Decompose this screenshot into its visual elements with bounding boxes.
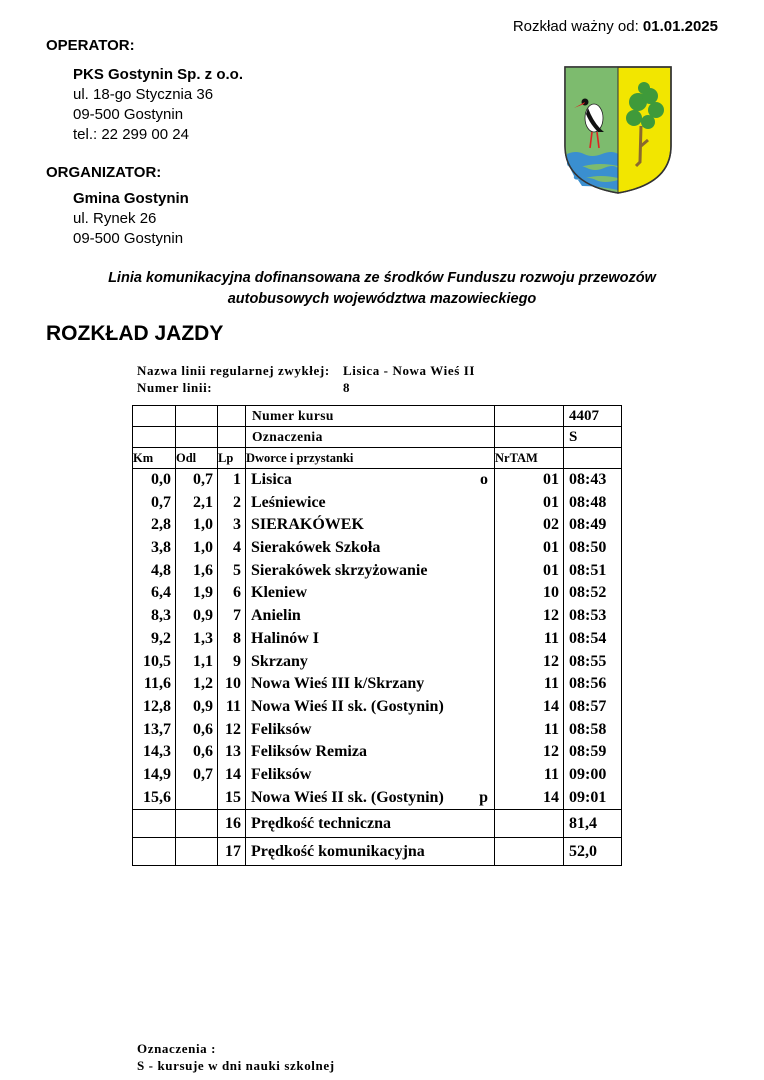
cell-lp: 12 [225,720,241,738]
cell-nrtam: 01 [543,471,559,488]
cell-time: 08:48 [569,493,607,511]
cell-km: 9,2 [151,629,171,647]
cell-time: 08:51 [569,561,607,579]
cell-nrtam: 10 [543,584,559,602]
stop-flag: o [480,471,488,488]
cell-time: 08:49 [569,516,607,534]
cell-km: 0,7 [151,493,171,511]
funding-line-1: Linia komunikacyjna dofinansowana ze środków Funduszu rozwoju przewozów [108,270,656,286]
odl-column [176,469,218,810]
funding-note [60,268,704,310]
cell-lp: 6 [233,584,241,602]
time-column [564,469,622,810]
cell-km: 3,8 [151,539,171,557]
course-number-label: Numer kursu [246,406,495,427]
cell-km: 8,3 [151,607,171,625]
page-title: ROZKŁAD JAZDY [46,322,224,345]
stop-flag: p [479,788,488,806]
cell-nrtam: 11 [543,629,559,647]
stop-row [251,673,494,696]
operator-name: PKS Gostynin Sp. z o.o. [73,66,244,83]
cell-km: 14,3 [143,743,171,761]
stop-row [251,651,494,674]
cell-lp: 10 [225,675,241,693]
cell-odl: 0,9 [193,607,213,625]
cell-km: 4,8 [151,561,171,579]
cell-time: 08:53 [569,607,607,625]
col-lp-header: Lp [218,448,246,469]
cell-time: 08:43 [569,471,607,488]
stop-row [251,605,494,628]
lp-column [218,469,246,810]
cell-lp: 3 [233,516,241,534]
stop-name: Kleniew [251,584,307,602]
operator-phone: tel.: 22 299 00 24 [73,126,189,143]
cell-lp: 5 [233,561,241,579]
cell-time: 08:58 [569,720,607,738]
stop-name: Halinów I [251,629,320,647]
organizer-name: Gmina Gostynin [73,190,189,207]
course-number: 4407 [564,406,622,427]
cell-odl [176,787,213,810]
tech-speed-value: 81,4 [564,810,622,838]
stop-row [251,787,494,810]
stop-name: Sierakówek skrzyżowanie [251,561,428,579]
funding-line-2: autobusowych województwa mazowieckiego [227,291,537,307]
cell-nrtam: 01 [543,539,559,557]
course-marks-label: Oznaczenia [246,427,495,448]
km-column [133,469,176,810]
timetable [132,405,622,866]
cell-nrtam: 01 [543,493,559,511]
cell-odl: 2,1 [193,493,213,511]
stop-row [251,537,494,560]
stop-name: Nowa Wieś II sk. (Gostynin) [251,697,444,715]
stops-column [246,469,495,810]
stop-name: Lisica [251,471,292,488]
cell-lp: 14 [225,765,241,783]
cell-lp: 7 [233,607,241,625]
legend-item: S - kursuje w dni nauki szkolnej [137,1058,335,1073]
cell-odl: 0,9 [193,697,213,715]
coat-of-arms-logo [564,66,672,194]
cell-time: 08:59 [569,743,607,761]
organizer-heading: ORGANIZATOR: [46,164,162,181]
stop-name: Skrzany [251,652,308,670]
stop-name: Feliksów [251,720,312,738]
operator-city: 09-500 Gostynin [73,106,184,123]
cell-odl: 1,1 [193,652,213,670]
validity-date: 01.01.2025 [642,18,718,35]
tech-speed-lp: 16 [218,810,246,838]
organizer-block [73,189,189,249]
col-km-header: Km [133,448,176,469]
cell-lp: 11 [225,697,241,715]
legend [137,1040,335,1074]
cell-nrtam: 11 [543,720,559,738]
comm-speed-label: Prędkość komunikacyjna [246,838,495,866]
cell-time: 09:01 [569,788,607,806]
cell-nrtam: 12 [543,607,559,625]
cell-odl: 1,0 [193,516,213,534]
cell-time: 08:54 [569,629,607,647]
organizer-street: ul. Rynek 26 [73,210,157,227]
cell-time: 08:55 [569,652,607,670]
cell-km: 0,0 [151,471,171,488]
stop-row [251,764,494,787]
comm-speed-value: 52,0 [564,838,622,866]
line-number-label: Numer linii: [137,380,213,395]
cell-odl: 0,7 [193,471,213,488]
cell-lp: 8 [233,629,241,647]
cell-nrtam: 12 [543,652,559,670]
stop-row [251,560,494,583]
col-stops-header: Dworce i przystanki [246,448,495,469]
cell-km: 15,6 [143,788,171,806]
cell-time: 08:57 [569,697,607,715]
organizer-city: 09-500 Gostynin [73,230,184,247]
cell-lp: 9 [233,652,241,670]
cell-nrtam: 14 [543,788,559,806]
operator-block [73,65,243,145]
cell-km: 2,8 [151,516,171,534]
cell-odl: 1,3 [193,629,213,647]
cell-odl: 0,6 [193,720,213,738]
stop-name: Feliksów Remiza [251,743,367,761]
cell-odl: 1,6 [193,561,213,579]
cell-nrtam: 12 [543,743,559,761]
cell-odl: 0,7 [193,765,213,783]
stop-name: SIERAKÓWEK [251,516,364,534]
validity-label: Rozkład ważny od: [512,18,639,35]
cell-km: 11,6 [143,675,171,693]
cell-km: 10,5 [143,652,171,670]
cell-time: 08:52 [569,584,607,602]
cell-time: 09:00 [569,765,607,783]
stop-name: Sierakówek Szkoła [251,539,381,557]
cell-lp: 2 [233,493,241,511]
stop-name: Anielin [251,607,301,625]
cell-nrtam: 11 [543,765,559,783]
course-mark: S [564,427,622,448]
cell-km: 12,8 [143,697,171,715]
cell-odl: 0,6 [193,743,213,761]
cell-lp: 15 [225,788,241,806]
stop-name: Nowa Wieś III k/Skrzany [251,675,425,693]
cell-lp: 4 [233,539,241,557]
cell-km: 6,4 [151,584,171,602]
cell-time: 08:50 [569,539,607,557]
cell-lp: 13 [225,743,241,761]
stop-row [251,696,494,719]
col-odl-header: Odl [176,448,218,469]
cell-odl: 1,9 [193,584,213,602]
stop-name: Nowa Wieś II sk. (Gostynin) [251,788,444,806]
line-number-value: 8 [343,380,351,395]
col-nrtam-header: NrTAM [495,448,564,469]
stop-row [251,492,494,515]
line-name-value: Lisica - Nowa Wieś II [343,363,476,378]
stop-row [251,582,494,605]
cell-nrtam: 14 [543,697,559,715]
cell-odl: 1,2 [193,675,213,693]
line-name-label: Nazwa linii regularnej zwykłej: [137,363,330,378]
operator-heading: OPERATOR: [46,37,135,54]
stop-row [251,628,494,651]
stop-row [251,469,494,492]
cell-odl: 1,0 [193,539,213,557]
cell-km: 14,9 [143,765,171,783]
comm-speed-lp: 17 [218,838,246,866]
cell-time: 08:56 [569,675,607,693]
cell-nrtam: 01 [543,561,559,579]
validity-note [513,18,718,35]
stop-name: Feliksów [251,765,312,783]
legend-title: Oznaczenia : [137,1041,217,1056]
cell-nrtam: 11 [543,675,559,693]
stop-row [251,514,494,537]
nrtam-column [495,469,564,810]
cell-km: 13,7 [143,720,171,738]
cell-lp: 1 [233,471,241,488]
operator-street: ul. 18-go Stycznia 36 [73,86,214,103]
line-info [137,362,475,396]
tech-speed-label: Prędkość techniczna [246,810,495,838]
stop-row [251,741,494,764]
stop-name: Leśniewice [251,493,326,511]
cell-nrtam: 02 [543,516,559,534]
stop-row [251,719,494,742]
